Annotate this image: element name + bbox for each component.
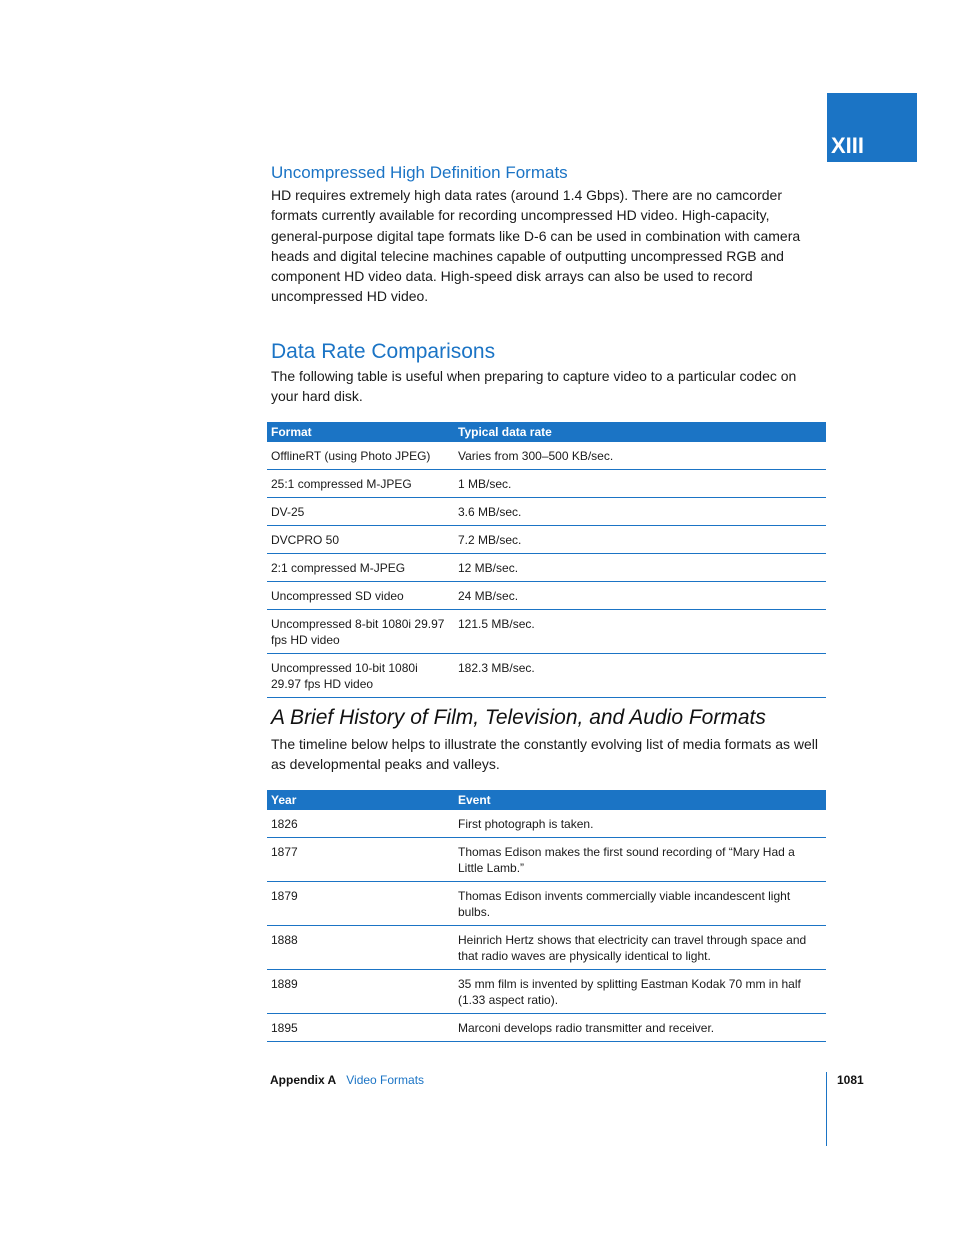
- table-row: [267, 970, 826, 1014]
- table-header-row: [267, 422, 826, 442]
- table-row: [267, 838, 826, 882]
- event-cell: First photograph is taken.: [454, 810, 826, 838]
- format-cell: 2:1 compressed M-JPEG: [267, 554, 454, 582]
- format-cell: Uncompressed 10-bit 1080i 29.97 fps HD video: [267, 654, 454, 698]
- footer-appendix: Appendix A: [270, 1073, 337, 1087]
- table-row: [267, 810, 826, 838]
- table-row: [267, 498, 826, 526]
- rate-cell: 7.2 MB/sec.: [454, 526, 826, 554]
- paragraph-data-rate: The following table is useful when preparing to capture video to a particular codec on your hard disk.: [271, 368, 797, 405]
- paragraph-history: The timeline below helps to illustrate the constantly evolving list of media formats as well as developmental peaks and valleys.: [271, 736, 819, 773]
- format-cell: Uncompressed 8-bit 1080i 29.97 fps HD video: [267, 610, 454, 654]
- rate-cell: 12 MB/sec.: [454, 554, 826, 582]
- column-header-year: Year: [267, 790, 454, 810]
- event-cell: Marconi develops radio transmitter and receiver.: [454, 1014, 826, 1042]
- format-cell: Uncompressed SD video: [267, 582, 454, 610]
- chapter-tab-label: XIII: [831, 133, 865, 158]
- year-cell: 1879: [267, 882, 454, 926]
- heading-brief-history: A Brief History of Film, Television, and Audio Formats: [271, 706, 766, 729]
- event-cell: 35 mm film is invented by splitting Eastman Kodak 70 mm in half (1.33 aspect ratio).: [454, 970, 826, 1014]
- table-row: [267, 610, 826, 654]
- data-rate-table: [267, 422, 826, 698]
- table-row: [267, 926, 826, 970]
- format-cell: DVCPRO 50: [267, 526, 454, 554]
- table-row: [267, 582, 826, 610]
- column-header-format: Format: [267, 422, 454, 442]
- event-cell: Thomas Edison makes the first sound recording of “Mary Had a Little Lamb.”: [454, 838, 826, 882]
- table-row: [267, 442, 826, 470]
- format-cell: DV-25: [267, 498, 454, 526]
- paragraph-uncompressed-hd: HD requires extremely high data rates (around 1.4 Gbps). There are no camcorder formats currently available for recording uncompressed HD video. High-capacity, general-purpose digital tape formats like D-6 can be used in combination with camera heads and digital telecine machines capable of outputting uncompressed RGB and component HD video data. High-speed disk arrays can also be used to record uncompressed HD video.: [271, 187, 801, 305]
- table-row: [267, 654, 826, 698]
- chapter-tab: [827, 93, 917, 162]
- footer-breadcrumb: [270, 1073, 424, 1087]
- history-table: [267, 790, 826, 1042]
- rate-cell: 3.6 MB/sec.: [454, 498, 826, 526]
- event-cell: Thomas Edison invents commercially viable incandescent light bulbs.: [454, 882, 826, 926]
- table-row: [267, 554, 826, 582]
- table-row: [267, 1014, 826, 1042]
- format-cell: OfflineRT (using Photo JPEG): [267, 442, 454, 470]
- table-header-row: [267, 790, 826, 810]
- page-number: 1081: [837, 1073, 864, 1087]
- heading-data-rate-comparisons: Data Rate Comparisons: [271, 340, 496, 363]
- table-row: [267, 526, 826, 554]
- table-row: [267, 470, 826, 498]
- rate-cell: 1 MB/sec.: [454, 470, 826, 498]
- year-cell: 1889: [267, 970, 454, 1014]
- column-header-event: Event: [454, 790, 826, 810]
- year-cell: 1826: [267, 810, 454, 838]
- year-cell: 1895: [267, 1014, 454, 1042]
- table-row: [267, 882, 826, 926]
- year-cell: 1888: [267, 926, 454, 970]
- footer-divider: [826, 1072, 827, 1146]
- footer-link-video-formats[interactable]: Video Formats: [346, 1073, 425, 1087]
- rate-cell: 182.3 MB/sec.: [454, 654, 826, 698]
- rate-cell: 24 MB/sec.: [454, 582, 826, 610]
- year-cell: 1877: [267, 838, 454, 882]
- rate-cell: 121.5 MB/sec.: [454, 610, 826, 654]
- rate-cell: Varies from 300–500 KB/sec.: [454, 442, 826, 470]
- heading-uncompressed-hd: Uncompressed High Definition Formats: [271, 163, 568, 182]
- event-cell: Heinrich Hertz shows that electricity can travel through space and that radio waves are physically identical to light.: [454, 926, 826, 970]
- format-cell: 25:1 compressed M-JPEG: [267, 470, 454, 498]
- column-header-data-rate: Typical data rate: [454, 422, 826, 442]
